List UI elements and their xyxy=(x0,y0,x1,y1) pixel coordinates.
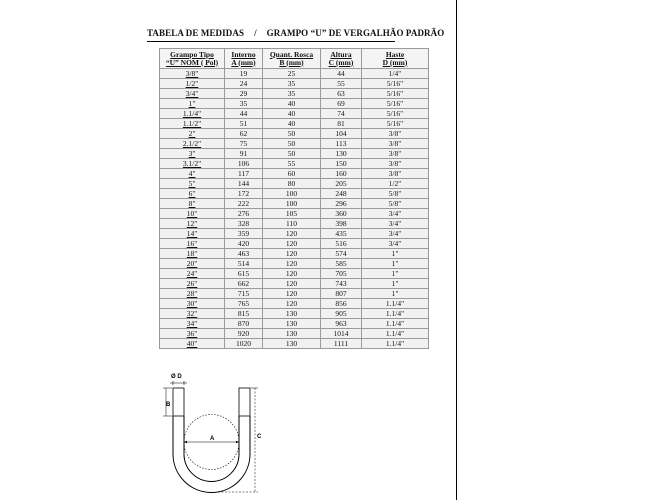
table-cell: 100 xyxy=(263,199,321,209)
header-rosca: Quant. Rosca B (mm) xyxy=(263,49,321,69)
table-cell: 3/4" xyxy=(362,239,429,249)
table-cell: 160 xyxy=(321,169,362,179)
table-row xyxy=(160,309,429,319)
table-cell: 130 xyxy=(321,149,362,159)
table-cell: 34" xyxy=(160,319,225,329)
table-cell: 30" xyxy=(160,299,225,309)
table-cell: 40" xyxy=(160,339,225,349)
table-row xyxy=(160,229,429,239)
header-altura: Altura C (mm) xyxy=(321,49,362,69)
table-cell: 44 xyxy=(321,69,362,79)
table-cell: 120 xyxy=(263,229,321,239)
table-row xyxy=(160,279,429,289)
label-a: A xyxy=(210,436,215,442)
table-cell: 35 xyxy=(263,89,321,99)
table-cell: 55 xyxy=(321,79,362,89)
table-cell: 130 xyxy=(263,329,321,339)
table-cell: 705 xyxy=(321,269,362,279)
table-cell: 35 xyxy=(225,99,263,109)
table-row xyxy=(160,159,429,169)
table-cell: 104 xyxy=(321,129,362,139)
table-cell: 60 xyxy=(263,169,321,179)
table-cell: 19 xyxy=(225,69,263,79)
table-cell: 1" xyxy=(362,279,429,289)
table-cell: 3" xyxy=(160,149,225,159)
header-haste: Haste D (mm) xyxy=(362,49,429,69)
table-row xyxy=(160,189,429,199)
table-row xyxy=(160,109,429,119)
table-row xyxy=(160,99,429,109)
table-row xyxy=(160,139,429,149)
table-cell: 55 xyxy=(263,159,321,169)
table-row xyxy=(160,289,429,299)
table-cell: 106 xyxy=(225,159,263,169)
table-cell: 5/8" xyxy=(362,189,429,199)
table-cell: 920 xyxy=(225,329,263,339)
table-cell: 29 xyxy=(225,89,263,99)
table-cell: 1.1/4" xyxy=(362,329,429,339)
table-cell: 113 xyxy=(321,139,362,149)
table-cell: 359 xyxy=(225,229,263,239)
table-cell: 585 xyxy=(321,259,362,269)
table-cell: 105 xyxy=(263,209,321,219)
table-cell: 276 xyxy=(225,209,263,219)
table-cell: 130 xyxy=(263,309,321,319)
table-cell: 222 xyxy=(225,199,263,209)
table-cell: 14" xyxy=(160,229,225,239)
table-cell: 765 xyxy=(225,299,263,309)
table-cell: 40 xyxy=(263,109,321,119)
table-cell: 296 xyxy=(321,199,362,209)
table-row xyxy=(160,269,429,279)
table-cell: 398 xyxy=(321,219,362,229)
table-row xyxy=(160,89,429,99)
table-cell: 25 xyxy=(263,69,321,79)
table-cell: 5/8" xyxy=(362,199,429,209)
table-cell: 74 xyxy=(321,109,362,119)
label-d: Ø D xyxy=(171,374,182,380)
title-left: TABELA DE MEDIDAS xyxy=(147,28,245,38)
table-cell: 963 xyxy=(321,319,362,329)
table-cell: 807 xyxy=(321,289,362,299)
table-cell: 1" xyxy=(362,259,429,269)
table-cell: 44 xyxy=(225,109,263,119)
table-cell: 20" xyxy=(160,259,225,269)
table-cell: 110 xyxy=(263,219,321,229)
table-row xyxy=(160,149,429,159)
table-cell: 3/8" xyxy=(362,129,429,139)
table-cell: 574 xyxy=(321,249,362,259)
table-row xyxy=(160,339,429,349)
table-cell: 120 xyxy=(263,239,321,249)
title-right: GRAMPO “U” DE VERGALHÃO PADRÃO xyxy=(266,28,445,38)
table-cell: 5/16" xyxy=(362,99,429,109)
table-cell: 205 xyxy=(321,179,362,189)
table-cell: 130 xyxy=(263,319,321,329)
table-cell: 28" xyxy=(160,289,225,299)
table-cell: 1014 xyxy=(321,329,362,339)
table-row xyxy=(160,129,429,139)
table-cell: 120 xyxy=(263,299,321,309)
table-cell: 3/4" xyxy=(362,209,429,219)
table-row xyxy=(160,209,429,219)
table-cell: 615 xyxy=(225,269,263,279)
table-cell: 1.1/4" xyxy=(362,339,429,349)
table-cell: 91 xyxy=(225,149,263,159)
table-cell: 815 xyxy=(225,309,263,319)
table-cell: 50 xyxy=(263,139,321,149)
table-cell: 1" xyxy=(362,289,429,299)
table-cell: 1.1/4" xyxy=(362,299,429,309)
table-row xyxy=(160,259,429,269)
table-cell: 63 xyxy=(321,89,362,99)
left-thread xyxy=(173,388,184,416)
table-cell: 3/4" xyxy=(362,229,429,239)
table-cell: 18" xyxy=(160,249,225,259)
header-grampo: Grampo Tipo “U” NOM ( Pol) xyxy=(160,49,225,69)
table-cell: 3/4" xyxy=(160,89,225,99)
table-cell: 1/4" xyxy=(362,69,429,79)
table-cell: 5/16" xyxy=(362,89,429,99)
table-cell: 5" xyxy=(160,179,225,189)
table-cell: 144 xyxy=(225,179,263,189)
table-cell: 120 xyxy=(263,289,321,299)
table-cell: 12" xyxy=(160,219,225,229)
table-cell: 117 xyxy=(225,169,263,179)
table-cell: 2.1/2" xyxy=(160,139,225,149)
table-cell: 16" xyxy=(160,239,225,249)
table-cell: 870 xyxy=(225,319,263,329)
table-cell: 1.1/4" xyxy=(160,109,225,119)
table-cell: 3/8" xyxy=(362,159,429,169)
table-cell: 743 xyxy=(321,279,362,289)
table-cell: 1" xyxy=(362,249,429,259)
table-cell: 120 xyxy=(263,279,321,289)
table-cell: 3/4" xyxy=(362,219,429,229)
label-b: B xyxy=(166,402,171,408)
table-row xyxy=(160,169,429,179)
table-cell: 24" xyxy=(160,269,225,279)
table-cell: 40 xyxy=(263,99,321,109)
table-cell: 905 xyxy=(321,309,362,319)
title-separator: / xyxy=(254,28,257,38)
page-divider-line xyxy=(456,0,457,500)
table-cell: 360 xyxy=(321,209,362,219)
table-cell: 1020 xyxy=(225,339,263,349)
u-body-inner xyxy=(184,416,239,481)
table-cell: 2" xyxy=(160,129,225,139)
table-row xyxy=(160,249,429,259)
table-row xyxy=(160,319,429,329)
table-cell: 36" xyxy=(160,329,225,339)
table-cell: 26" xyxy=(160,279,225,289)
table-cell: 5/16" xyxy=(362,119,429,129)
table-cell: 662 xyxy=(225,279,263,289)
table-row xyxy=(160,219,429,229)
table-row xyxy=(160,299,429,309)
table-cell: 4" xyxy=(160,169,225,179)
table-cell: 1" xyxy=(160,99,225,109)
table-header-row xyxy=(160,49,429,69)
label-c: C xyxy=(257,434,262,440)
table-cell: 1.1/2" xyxy=(160,119,225,129)
table-cell: 1.1/4" xyxy=(362,319,429,329)
table-cell: 75 xyxy=(225,139,263,149)
table-cell: 328 xyxy=(225,219,263,229)
table-cell: 1" xyxy=(362,269,429,279)
table-cell: 32" xyxy=(160,309,225,319)
table-cell: 80 xyxy=(263,179,321,189)
table-cell: 24 xyxy=(225,79,263,89)
table-cell: 516 xyxy=(321,239,362,249)
table-cell: 3/8" xyxy=(362,169,429,179)
table-cell: 463 xyxy=(225,249,263,259)
right-thread xyxy=(239,388,250,416)
table-cell: 6" xyxy=(160,189,225,199)
table-row xyxy=(160,329,429,339)
table-cell: 120 xyxy=(263,249,321,259)
table-cell: 40 xyxy=(263,119,321,129)
table-row xyxy=(160,199,429,209)
header-interno: Interno A (mm) xyxy=(225,49,263,69)
table-cell: 50 xyxy=(263,129,321,139)
u-bolt-drawing xyxy=(158,366,268,496)
table-cell: 856 xyxy=(321,299,362,309)
table-cell: 120 xyxy=(263,259,321,269)
table-cell: 120 xyxy=(263,269,321,279)
table-cell: 1.1/4" xyxy=(362,309,429,319)
table-cell: 3.1/2" xyxy=(160,159,225,169)
table-row xyxy=(160,69,429,79)
table-cell: 172 xyxy=(225,189,263,199)
document-title xyxy=(147,28,444,38)
table-cell: 69 xyxy=(321,99,362,109)
table-cell: 3/8" xyxy=(160,69,225,79)
table-cell: 3/8" xyxy=(362,139,429,149)
table-cell: 150 xyxy=(321,159,362,169)
table-cell: 1/2" xyxy=(362,179,429,189)
table-cell: 1/2" xyxy=(160,79,225,89)
table-cell: 1111 xyxy=(321,339,362,349)
table-row xyxy=(160,79,429,89)
table-cell: 100 xyxy=(263,189,321,199)
table-cell: 35 xyxy=(263,79,321,89)
table-cell: 715 xyxy=(225,289,263,299)
table-cell: 5/16" xyxy=(362,109,429,119)
table-row xyxy=(160,119,429,129)
table-cell: 62 xyxy=(225,129,263,139)
table-cell: 248 xyxy=(321,189,362,199)
table-cell: 435 xyxy=(321,229,362,239)
table-cell: 420 xyxy=(225,239,263,249)
table-cell: 8" xyxy=(160,199,225,209)
table-cell: 514 xyxy=(225,259,263,269)
table-cell: 10" xyxy=(160,209,225,219)
title-underline xyxy=(147,41,395,42)
table-cell: 3/8" xyxy=(362,149,429,159)
table-cell: 81 xyxy=(321,119,362,129)
table-cell: 5/16" xyxy=(362,79,429,89)
table-cell: 51 xyxy=(225,119,263,129)
table-cell: 130 xyxy=(263,339,321,349)
measurements-table xyxy=(159,48,429,349)
table-row xyxy=(160,179,429,189)
table-row xyxy=(160,239,429,249)
table-cell: 50 xyxy=(263,149,321,159)
